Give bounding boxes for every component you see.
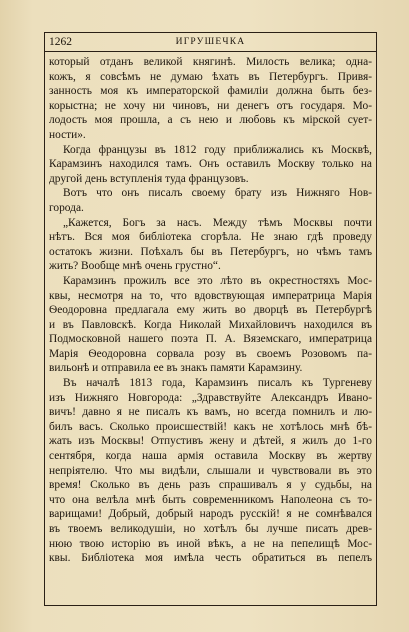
text-line: нюю твою исторію въ иной вѣкъ, а не на пепелищѣ Мос- bbox=[49, 537, 372, 550]
text-line: Вотъ что онъ писалъ своему брату изъ Нижняго Нов- bbox=[63, 187, 372, 200]
text-line: въ твоемъ великодушіи, но хотѣлъ бы лучше писать древ- bbox=[49, 523, 372, 535]
page-header bbox=[45, 33, 376, 52]
text-line: занность моя къ императорской фамиліи должна быть без- bbox=[49, 85, 372, 98]
body-text bbox=[49, 55, 372, 566]
text-line: и въ Павловскѣ. Когда Николай Михайловичъ находился въ bbox=[49, 318, 372, 331]
text-line: время! Сколько въ день разъ спрашивалъ я у судьбы, на bbox=[49, 479, 372, 492]
text-line: варищами! Добрый, добрый народъ русскій! я не сомнѣвался bbox=[49, 508, 372, 521]
text-line: жить? Вообще мнѣ очень грустно“. bbox=[49, 260, 221, 273]
text-line: города. bbox=[49, 201, 84, 214]
text-line: жать изъ Москвы! Отпустивъ жену и дѣтей, я жилъ до 1-го bbox=[49, 435, 372, 448]
text-line: корыстна; не хочу ни чиновъ, ни денегъ отъ государя. Мо- bbox=[49, 99, 372, 112]
text-line: квы. Библіотека моя имѣла честь обратиться въ пепелъ bbox=[49, 552, 372, 565]
text-line: изъ Нижняго Новгорода: „Здравствуйте Александръ Ивано- bbox=[49, 391, 372, 404]
text-line: Карамзинъ находился тамъ. Онъ оставилъ Москву только на bbox=[49, 158, 372, 171]
text-line: кожъ, я совсѣмъ не думаю ѣхать въ Петербургъ. Привя- bbox=[49, 70, 372, 83]
text-line: ности». bbox=[49, 128, 86, 141]
text-line: Когда французы въ 1812 году приближались къ Москвѣ, bbox=[63, 143, 372, 156]
text-line: Подмосковной нашего поэта П. А. Вяземскаго, императрица bbox=[49, 333, 372, 346]
text-line: Карамзинъ прожилъ все это лѣто въ окрестностяхъ Мос- bbox=[63, 274, 372, 287]
text-line: другой день вступленія туда французовъ. bbox=[49, 172, 249, 185]
text-line: непріятелю. Что мы видѣли, слышали и чувствовали въ это bbox=[49, 464, 372, 477]
text-line: билъ васъ. Сколько происшествій! какъ не хотѣлось мнѣ бѣ- bbox=[49, 420, 372, 433]
text-line: лодость моя прошла, а съ нею и любовь къ мірской сует- bbox=[49, 114, 372, 127]
text-line: Въ началѣ 1813 года, Карамзинъ писалъ къ Тургеневу bbox=[63, 377, 372, 390]
text-line: сентября, когда наша армія оставила Москву въ жертву bbox=[49, 450, 372, 463]
text-line: нѣтъ. Вся моя библіотека сгорѣла. Не знаю гдѣ проведу bbox=[49, 231, 372, 244]
running-title: ИГРУШЕЧКА bbox=[175, 37, 246, 47]
page-frame bbox=[44, 32, 377, 606]
text-line: остатокъ жизни. Поѣхалъ бы въ Петербургъ, но чѣмъ тамъ bbox=[49, 245, 372, 258]
page-number: 1262 bbox=[49, 36, 72, 48]
text-line: вичъ! давно я не писалъ къ вамъ, но всегда помнилъ и лю- bbox=[49, 406, 372, 419]
text-line: квы, несмотря на то, что вдовствующая императрица Марія bbox=[49, 289, 372, 302]
text-line: что она велѣла мнѣ быть современникомъ Наполеона съ то- bbox=[49, 493, 372, 506]
text-line: вильонѣ и отправила ее въ знакъ памяти Карамзину. bbox=[49, 362, 303, 375]
text-line: „Кажется, Богъ за насъ. Между тѣмъ Москвы почти bbox=[63, 216, 372, 229]
text-line: Ѳеодоровна предлагала ему жить во дворцѣ въ Петербургѣ bbox=[49, 304, 372, 317]
text-line: который отданъ великой княгинѣ. Милость велика; одна- bbox=[49, 56, 372, 68]
text-line: Марія Ѳеодоровна сорвала розу въ своемъ Розовомъ па- bbox=[49, 347, 372, 360]
